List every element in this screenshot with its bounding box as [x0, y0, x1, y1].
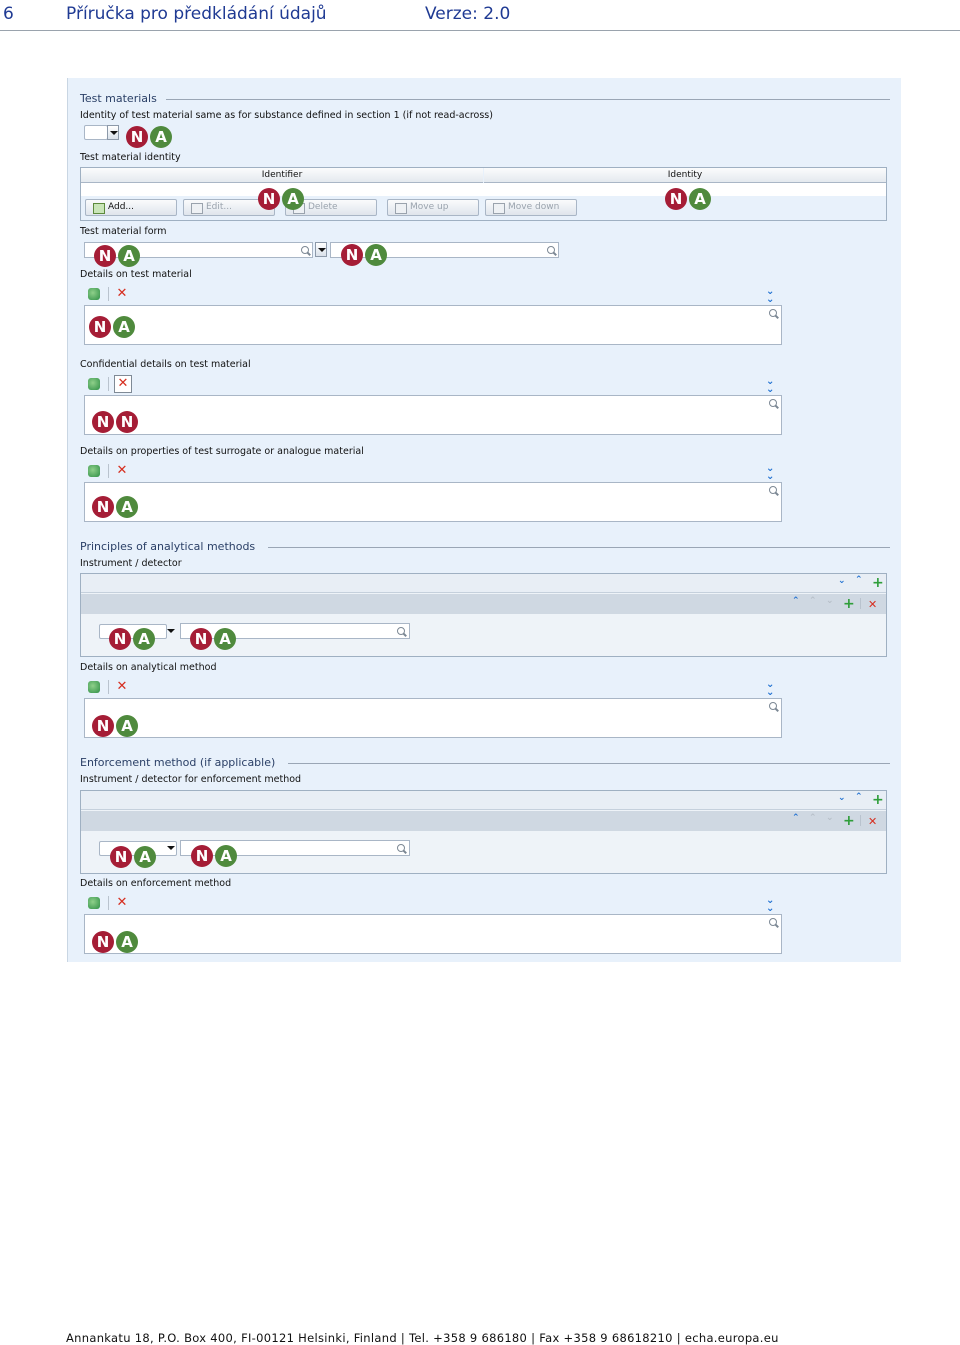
edit-text-icon[interactable]: [88, 288, 100, 300]
chevron-down-icon[interactable]: [165, 624, 177, 639]
n-badge: N: [190, 628, 212, 650]
n-badge: N: [92, 715, 114, 737]
form-label: Test material form: [80, 226, 167, 237]
expand-icon[interactable]: ⌄ ⌄: [766, 286, 775, 305]
column-header-identifier[interactable]: Identifier: [81, 168, 483, 183]
na-badge: [109, 628, 157, 650]
nn-badge: [92, 411, 140, 433]
expand-icon[interactable]: ⌄ ⌄: [766, 679, 775, 698]
confidential-textarea[interactable]: [84, 395, 782, 435]
toolbar-separator: [108, 896, 109, 910]
add-block-icon[interactable]: +: [872, 575, 884, 591]
a-badge: A: [116, 715, 138, 737]
page-footer: Annankatu 18, P.O. Box 400, FI-00121 Helsinki, Finland | Tel. +358 9 686180 | Fax +358 9 68618210 | echa.europa.eu: [66, 1331, 779, 1345]
n-badge: N: [341, 244, 363, 266]
move-down-icon[interactable]: ⌄: [826, 596, 834, 606]
n-badge: N: [92, 411, 114, 433]
move-top-icon[interactable]: ⌃: [792, 596, 800, 606]
na-badge: [665, 188, 713, 210]
n-badge: N: [109, 628, 131, 650]
na-badge: [92, 931, 140, 953]
details-label: Details on test material: [80, 269, 192, 280]
enforcement-instrument-label: Instrument / detector for enforcement method: [80, 774, 302, 785]
identity-label: Test material identity: [80, 152, 181, 163]
n-badge: N: [110, 846, 132, 868]
section-title-enforcement: Enforcement method (if applicable): [80, 756, 276, 769]
na-badge: [341, 244, 389, 266]
a-badge: A: [365, 244, 387, 266]
na-badge: [110, 846, 158, 868]
na-badge: [190, 628, 238, 650]
block-toolbar: [81, 594, 886, 614]
search-icon: [769, 918, 777, 926]
na-badge: [89, 316, 137, 338]
page-title: Příručka pro předkládání údajů: [66, 4, 327, 24]
expand-icon[interactable]: ⌄ ⌄: [766, 463, 775, 482]
delete-button[interactable]: Delete: [285, 199, 377, 216]
chevron-down-icon[interactable]: [165, 841, 177, 856]
search-icon: [769, 702, 777, 710]
section-divider: [288, 763, 890, 764]
block-header: [81, 791, 886, 810]
a-badge: A: [214, 628, 236, 650]
na-badge: [94, 245, 142, 267]
toolbar-separator: [860, 598, 861, 609]
search-icon: [769, 309, 777, 317]
enforcement-details-textarea[interactable]: [84, 914, 782, 954]
na-badge: [92, 496, 140, 518]
edit-text-icon[interactable]: [88, 465, 100, 477]
a-badge: A: [116, 931, 138, 953]
a-badge: A: [118, 245, 140, 267]
toolbar-separator: [108, 464, 109, 478]
search-icon: [301, 246, 309, 254]
expand-icon[interactable]: ⌄ ⌄: [766, 376, 775, 395]
clear-icon[interactable]: ✕: [114, 375, 132, 393]
n-badge: N: [116, 411, 138, 433]
surrogate-textarea[interactable]: [84, 482, 782, 522]
column-header-identity[interactable]: Identity: [484, 168, 886, 183]
identity-table[interactable]: [80, 167, 887, 221]
section-divider: [268, 547, 890, 548]
chevron-down-icon[interactable]: [107, 125, 119, 140]
section-title-analytical: Principles of analytical methods: [80, 540, 256, 553]
expand-all-icon[interactable]: ⌄: [838, 793, 846, 803]
page-number: 6: [3, 4, 14, 24]
analytical-details-textarea[interactable]: [84, 698, 782, 738]
move-up-icon[interactable]: ⌃: [809, 596, 817, 606]
analytical-details-label: Details on analytical method: [80, 662, 217, 673]
a-badge: A: [282, 188, 304, 210]
search-icon: [547, 246, 555, 254]
clear-icon[interactable]: ✕: [116, 286, 128, 301]
n-badge: N: [94, 245, 116, 267]
collapse-all-icon[interactable]: ⌃: [855, 575, 863, 585]
identity-same-select[interactable]: [84, 125, 108, 140]
enforcement-details-label: Details on enforcement method: [80, 878, 232, 889]
delete-row-icon[interactable]: ✕: [868, 815, 878, 828]
section-divider: [166, 99, 890, 100]
a-badge: A: [215, 845, 237, 867]
add-block-icon[interactable]: +: [872, 792, 884, 808]
confidential-label: Confidential details on test material: [80, 359, 251, 370]
add-row-icon[interactable]: +: [843, 596, 855, 612]
clear-icon[interactable]: ✕: [116, 463, 128, 478]
n-badge: N: [92, 496, 114, 518]
details-textarea[interactable]: [84, 305, 782, 345]
page-header: [0, 0, 960, 31]
search-icon: [769, 399, 777, 407]
collapse-all-icon[interactable]: ⌃: [855, 792, 863, 802]
n-badge: N: [258, 188, 280, 210]
edit-text-icon[interactable]: [88, 378, 100, 390]
n-badge: N: [191, 845, 213, 867]
n-badge: N: [89, 316, 111, 338]
move-up-icon[interactable]: ⌃: [809, 813, 817, 823]
delete-row-icon[interactable]: ✕: [868, 598, 878, 611]
na-badge: [92, 715, 140, 737]
a-badge: A: [689, 188, 711, 210]
search-icon: [769, 486, 777, 494]
a-badge: A: [133, 628, 155, 650]
add-row-icon[interactable]: +: [843, 813, 855, 829]
add-button[interactable]: Add...: [85, 199, 177, 216]
instrument-label: Instrument / detector: [80, 558, 182, 569]
toolbar-separator: [860, 815, 861, 826]
block-header: [81, 574, 886, 593]
edit-button[interactable]: Edit...: [183, 199, 275, 216]
move-up-button[interactable]: Move up: [387, 199, 479, 216]
a-badge: A: [150, 126, 172, 148]
a-badge: A: [116, 496, 138, 518]
toolbar-separator: [108, 680, 109, 694]
clear-icon[interactable]: ✕: [116, 679, 128, 694]
a-badge: A: [134, 846, 156, 868]
edit-text-icon[interactable]: [88, 681, 100, 693]
a-badge: A: [113, 316, 135, 338]
block-toolbar: [81, 811, 886, 831]
n-badge: N: [92, 931, 114, 953]
clear-icon[interactable]: ✕: [116, 895, 128, 910]
move-top-icon[interactable]: ⌃: [792, 813, 800, 823]
toolbar-separator: [108, 377, 109, 391]
search-icon: [397, 844, 405, 852]
surrogate-label: Details on properties of test surrogate or analogue material: [80, 446, 364, 457]
toolbar-separator: [108, 287, 109, 301]
add-icon: [93, 203, 105, 214]
arrow-up-icon: [395, 203, 407, 214]
na-badge: [258, 188, 306, 210]
expand-all-icon[interactable]: ⌄: [838, 576, 846, 586]
identity-same-label: Identity of test material same as for substance defined in section 1 (if not read-across): [80, 110, 493, 121]
arrow-down-icon: [493, 203, 505, 214]
table-body[interactable]: [81, 183, 886, 196]
edit-text-icon[interactable]: [88, 897, 100, 909]
na-badge: [191, 845, 239, 867]
move-down-button[interactable]: Move down: [485, 199, 577, 216]
na-badge: [126, 126, 174, 148]
chevron-down-icon[interactable]: [315, 242, 327, 257]
move-down-icon[interactable]: ⌄: [826, 813, 834, 823]
expand-icon[interactable]: ⌄ ⌄: [766, 895, 775, 914]
screenshot-panel: [67, 78, 901, 962]
edit-icon: [191, 203, 203, 214]
n-badge: N: [665, 188, 687, 210]
search-icon: [397, 627, 405, 635]
n-badge: N: [126, 126, 148, 148]
section-title-test-materials: Test materials: [80, 92, 157, 105]
version-label: Verze: 2.0: [425, 4, 511, 24]
